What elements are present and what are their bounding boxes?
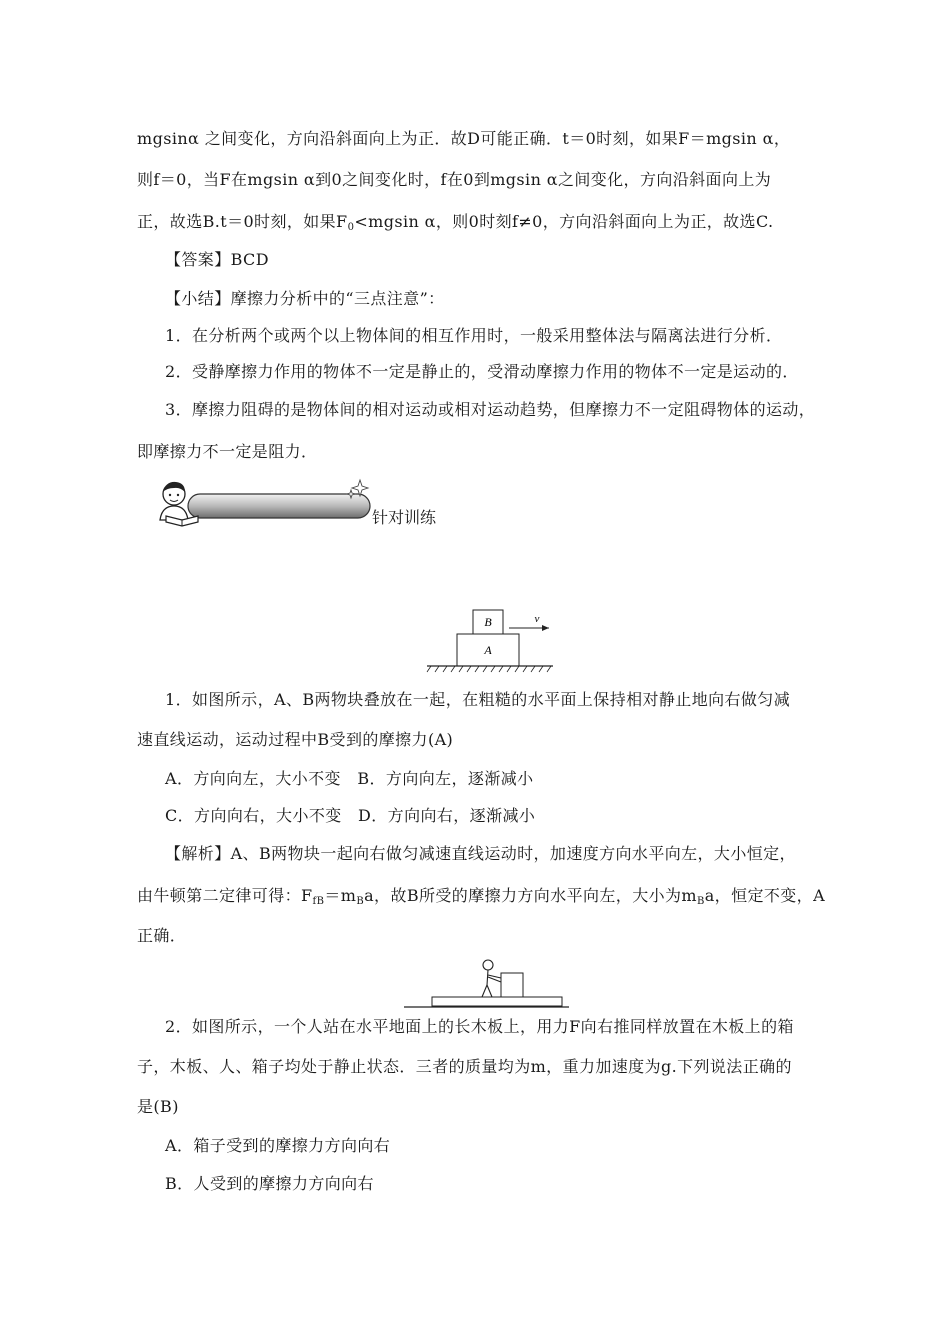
ana2-sub-b2: B — [696, 896, 705, 907]
ana2-part-d: a，恒定不变，A — [704, 886, 826, 905]
block-b-label: B — [484, 615, 492, 629]
velocity-label: v — [534, 613, 540, 625]
line3-part-a: 正，故选B.t＝0时刻，如果F — [137, 212, 348, 231]
q1-analysis-1: 【解析】A、B两物块一起向右做匀减速直线运动时，加速度方向水平向左，大小恒定， — [165, 844, 796, 863]
ana2-part-c: a，故B所受的摩擦力方向水平向左，大小为m — [364, 886, 697, 905]
answer-line: 【答案】BCD — [165, 250, 269, 269]
line3-part-b: <mgsin α，则0时刻f≠0，方向沿斜面向上为正，故选C. — [354, 212, 774, 231]
q1-analysis-3: 正确． — [137, 926, 187, 945]
solution-line-3 — [137, 212, 774, 238]
summary-point-3a: 3．摩擦力阻碍的是物体间的相对运动或相对运动趋势，但摩擦力不一定阻碍物体的运动， — [165, 400, 816, 419]
ana2-sub-b1: B — [356, 896, 365, 907]
training-banner — [152, 476, 374, 532]
line3-subscript: 0 — [347, 222, 355, 233]
q2-stem-2: 子，木板、人、箱子均处于静止状态．三者的质量均为m，重力加速度为g.下列说法正确的 — [137, 1057, 792, 1076]
q2-stem-3: 是(B) — [137, 1097, 179, 1116]
q1-stem-1: 1．如图所示，A、B两物块叠放在一起，在粗糙的水平面上保持相对静止地向右做匀减 — [165, 690, 791, 709]
block-a-label: A — [484, 643, 492, 657]
solution-line-1: mgsinα 之间变化，方向沿斜面向上为正．故D可能正确．t＝0时刻，如果F＝mgsin α， — [137, 129, 791, 148]
q1-analysis-2 — [137, 886, 825, 912]
q2-option-a: A．箱子受到的摩擦力方向向右 — [165, 1136, 391, 1155]
solution-line-2: 则f＝0，当F在mgsin α到0之间变化时，f在0到mgsin α之间变化，方向沿斜面向上为 — [137, 170, 772, 189]
q1-stem-2: 速直线运动，运动过程中B受到的摩擦力(A) — [137, 730, 454, 749]
ana2-part-b: ＝m — [324, 886, 357, 905]
training-label: 针对训练 — [372, 508, 437, 527]
q2-stem-1: 2．如图所示，一个人站在水平地面上的长木板上，用力F向右推同样放置在木板上的箱 — [165, 1017, 794, 1036]
ana2-sub-fb: fB — [312, 896, 325, 907]
ana2-part-a: 由牛顿第二定律可得：F — [137, 886, 313, 905]
person-icon — [482, 960, 501, 997]
q2-option-b: B．人受到的摩擦力方向向右 — [165, 1174, 374, 1193]
summary-point-1: 1．在分析两个或两个以上物体间的相互作用时，一般采用整体法与隔离法进行分析． — [165, 326, 783, 345]
figure-stacked-blocks — [425, 604, 555, 676]
q1-options-ab: A．方向向左，大小不变 B．方向向左，逐渐减小 — [165, 769, 534, 788]
summary-title: 【小结】摩擦力分析中的“三点注意”： — [165, 289, 445, 308]
figure-person-box — [404, 956, 569, 1008]
summary-point-3b: 即摩擦力不一定是阻力． — [137, 442, 318, 461]
summary-point-2: 2．受静摩擦力作用的物体不一定是静止的，受滑动摩擦力作用的物体不一定是运动的． — [165, 362, 799, 381]
q1-options-cd: C．方向向右，大小不变 D．方向向右，逐渐减小 — [165, 806, 536, 825]
